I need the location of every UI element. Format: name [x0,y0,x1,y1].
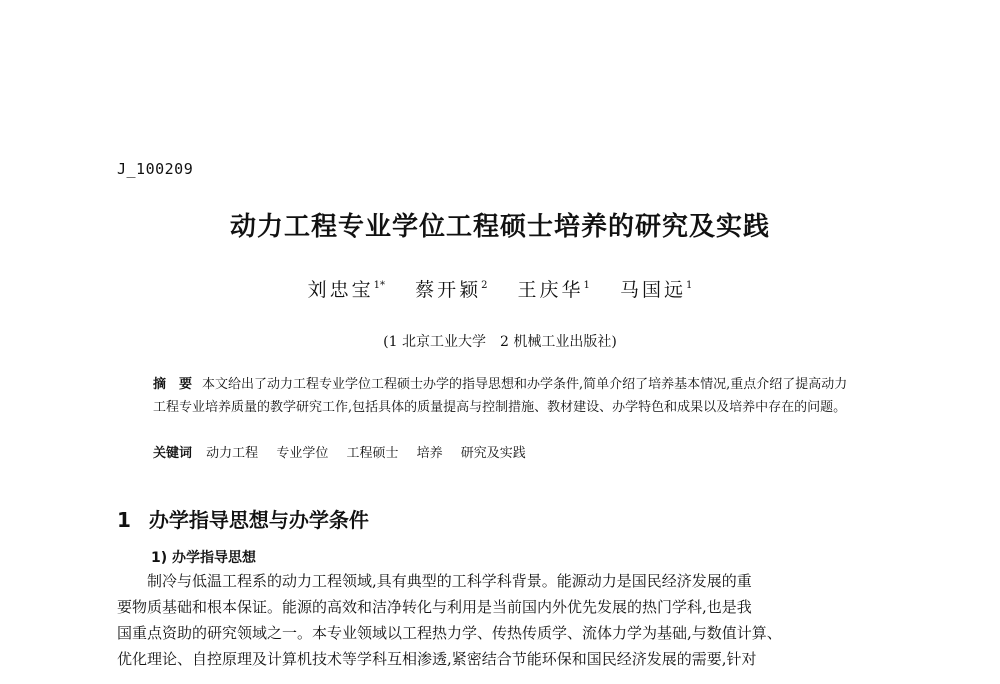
subsection-heading: 1) 办学指导思想 [151,550,257,566]
keyword: 专业学位 [276,446,329,461]
body-line: 要物质基础和根本保证。能源的高效和洁净转化与利用是当前国内外优先发展的热门学科,也是我 [117,598,752,616]
section-heading [117,504,369,533]
keyword: 动力工程 [206,446,259,461]
abstract-text: 本文给出了动力工程专业学位工程硕士办学的指导思想和办学条件,简单介绍了培养基本情况,重点介绍了提高动力工程专业培养质量的教学研究工作,包括具体的质量提高与控制措施、教材建设、办学特色和成果以及培养中存在的问题。 [153,377,848,415]
abstract [153,373,853,419]
author [518,279,590,301]
body-line: 制冷与低温工程系的动力工程领域,具有典型的工科学科背景。能源动力是国民经济发展的重 [147,572,752,590]
document-id: J_100209 [117,160,194,178]
section-title: 办学指导思想与办学条件 [148,508,369,532]
body-text [117,568,887,672]
keywords [153,442,540,461]
affiliation: (1 北京工业大学 2 机械工业出版社) [383,334,617,350]
abstract-label: 摘 要 [153,377,193,392]
body-line: 国重点资助的研究领域之一。本专业领域以工程热力学、传热传质学、流体力学为基础,与数值计算、 [117,624,782,642]
body-line: 优化理论、自控原理及计算机技术等学科互相渗透,紧密结合节能环保和国民经济发展的需要,针对 [117,650,757,668]
keyword: 研究及实践 [460,446,526,461]
section-number: 1 [117,508,131,532]
author-list [0,275,1000,302]
author [415,279,487,301]
author-name: 王庆华 [517,279,584,301]
author-name: 蔡开颖 [415,279,482,301]
author-mark: 1 [583,280,590,291]
author-name: 马国远 [619,279,686,301]
paper-title: 动力工程专业学位工程硕士培养的研究及实践 [229,212,770,242]
author [620,279,692,301]
keywords-label: 关键词 [153,446,193,461]
author-name: 刘忠宝 [307,279,374,301]
author [308,279,385,301]
keyword: 培养 [416,446,443,461]
author-mark: 1 [685,280,693,291]
author-mark: 2 [481,280,488,291]
author-mark: 1* [373,280,386,291]
keyword: 工程硕士 [346,446,399,461]
